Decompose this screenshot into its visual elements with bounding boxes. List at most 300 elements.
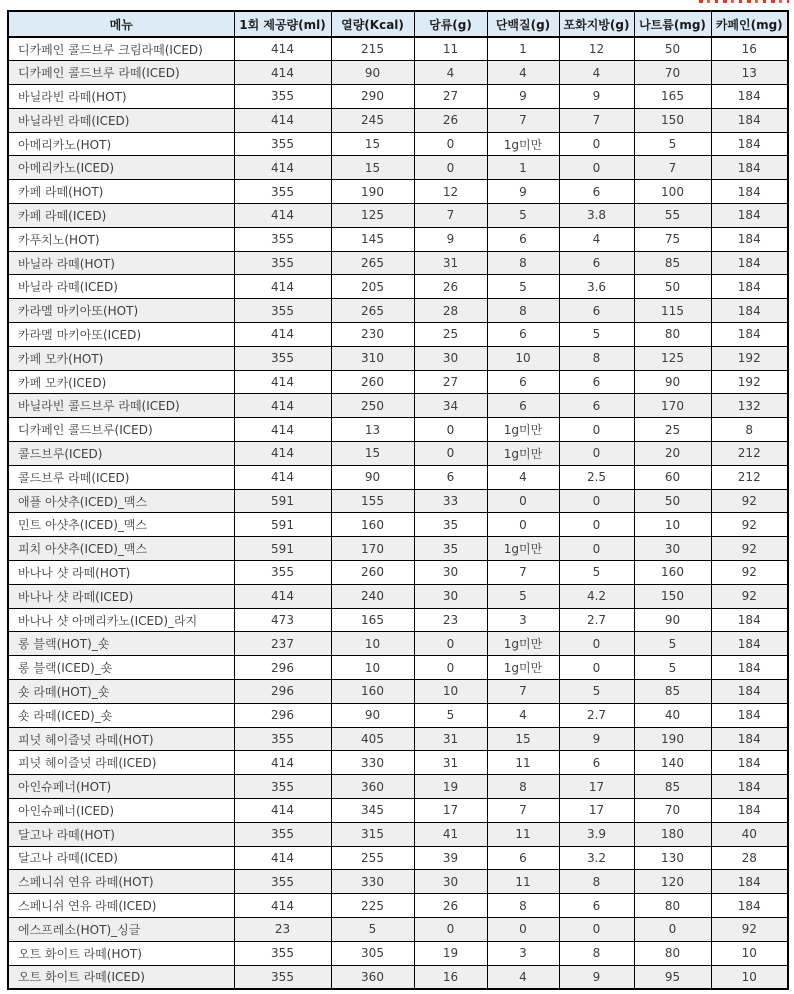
value-cell: 250 <box>331 394 414 418</box>
value-cell: 7 <box>487 108 559 132</box>
value-cell: 355 <box>234 180 331 204</box>
value-cell: 414 <box>234 275 331 299</box>
value-cell: 35 <box>414 513 487 537</box>
value-cell: 90 <box>634 370 711 394</box>
value-cell: 290 <box>331 85 414 109</box>
table-row <box>8 204 788 228</box>
table-row <box>8 37 788 61</box>
value-cell: 10 <box>634 513 711 537</box>
value-cell: 5 <box>634 656 711 680</box>
value-cell: 296 <box>234 703 331 727</box>
value-cell: 3.2 <box>559 846 634 870</box>
value-cell: 19 <box>414 941 487 965</box>
column-header: 단백질(g) <box>487 11 559 37</box>
value-cell: 30 <box>414 346 487 370</box>
value-cell: 6 <box>559 394 634 418</box>
value-cell: 50 <box>634 275 711 299</box>
value-cell: 0 <box>487 917 559 941</box>
value-cell: 414 <box>234 799 331 823</box>
value-cell: 360 <box>331 775 414 799</box>
value-cell: 355 <box>234 822 331 846</box>
value-cell: 115 <box>634 299 711 323</box>
table-row <box>8 751 788 775</box>
value-cell: 0 <box>559 917 634 941</box>
value-cell: 15 <box>487 727 559 751</box>
value-cell: 3 <box>487 608 559 632</box>
value-cell: 33 <box>414 489 487 513</box>
value-cell: 1g미만 <box>487 132 559 156</box>
value-cell: 2.5 <box>559 465 634 489</box>
value-cell: 150 <box>634 584 711 608</box>
value-cell: 5 <box>487 584 559 608</box>
value-cell: 8 <box>487 299 559 323</box>
value-cell: 17 <box>559 775 634 799</box>
value-cell: 0 <box>559 656 634 680</box>
value-cell: 160 <box>331 513 414 537</box>
table-row <box>8 370 788 394</box>
value-cell: 75 <box>634 227 711 251</box>
table-row <box>8 965 788 989</box>
value-cell: 85 <box>634 775 711 799</box>
value-cell: 184 <box>711 132 788 156</box>
value-cell: 7 <box>559 108 634 132</box>
value-cell: 7 <box>487 799 559 823</box>
value-cell: 184 <box>711 727 788 751</box>
value-cell: 184 <box>711 180 788 204</box>
value-cell: 0 <box>487 513 559 537</box>
menu-cell: 숏 라떼(HOT)_숏 <box>8 680 234 704</box>
menu-cell: 콜드브루 라떼(ICED) <box>8 465 234 489</box>
value-cell: 9 <box>559 85 634 109</box>
value-cell: 1 <box>487 156 559 180</box>
menu-cell: 피넛 헤이즐넛 라떼(ICED) <box>8 751 234 775</box>
value-cell: 591 <box>234 513 331 537</box>
value-cell: 4 <box>487 465 559 489</box>
menu-cell: 아메리카노(ICED) <box>8 156 234 180</box>
table-row <box>8 561 788 585</box>
value-cell: 414 <box>234 465 331 489</box>
column-header: 메뉴 <box>8 11 234 37</box>
value-cell: 11 <box>487 751 559 775</box>
value-cell: 10 <box>414 680 487 704</box>
menu-cell: 디카페인 콜드브루 라떼(ICED) <box>8 61 234 85</box>
menu-cell: 애플 아샷추(ICED)_맥스 <box>8 489 234 513</box>
value-cell: 6 <box>559 370 634 394</box>
value-cell: 10 <box>711 941 788 965</box>
menu-cell: 디카페인 콜드브루 크림라떼(ICED) <box>8 37 234 61</box>
value-cell: 0 <box>559 632 634 656</box>
value-cell: 0 <box>414 418 487 442</box>
value-cell: 6 <box>487 227 559 251</box>
menu-cell: 카페 라떼(ICED) <box>8 204 234 228</box>
menu-cell: 아인슈페너(HOT) <box>8 775 234 799</box>
value-cell: 2.7 <box>559 703 634 727</box>
value-cell: 414 <box>234 323 331 347</box>
menu-cell: 숏 라떼(ICED)_숏 <box>8 703 234 727</box>
value-cell: 184 <box>711 632 788 656</box>
value-cell: 70 <box>634 799 711 823</box>
table-row <box>8 870 788 894</box>
value-cell: 414 <box>234 37 331 61</box>
value-cell: 0 <box>559 132 634 156</box>
value-cell: 19 <box>414 775 487 799</box>
value-cell: 5 <box>414 703 487 727</box>
value-cell: 310 <box>331 346 414 370</box>
value-cell: 34 <box>414 394 487 418</box>
value-cell: 92 <box>711 917 788 941</box>
value-cell: 405 <box>331 727 414 751</box>
value-cell: 414 <box>234 894 331 918</box>
value-cell: 6 <box>559 751 634 775</box>
value-cell: 31 <box>414 251 487 275</box>
menu-cell: 아인슈페너(ICED) <box>8 799 234 823</box>
value-cell: 145 <box>331 227 414 251</box>
table-row <box>8 108 788 132</box>
value-cell: 360 <box>331 965 414 989</box>
value-cell: 0 <box>414 156 487 180</box>
value-cell: 30 <box>414 561 487 585</box>
value-cell: 80 <box>634 941 711 965</box>
value-cell: 0 <box>559 513 634 537</box>
value-cell: 296 <box>234 656 331 680</box>
value-cell: 40 <box>711 822 788 846</box>
value-cell: 7 <box>634 156 711 180</box>
value-cell: 90 <box>331 61 414 85</box>
value-cell: 0 <box>487 489 559 513</box>
value-cell: 132 <box>711 394 788 418</box>
value-cell: 190 <box>331 180 414 204</box>
value-cell: 414 <box>234 156 331 180</box>
table-row <box>8 394 788 418</box>
value-cell: 125 <box>331 204 414 228</box>
value-cell: 3.9 <box>559 822 634 846</box>
value-cell: 8 <box>487 775 559 799</box>
value-cell: 8 <box>559 941 634 965</box>
menu-cell: 롱 블랙(HOT)_숏 <box>8 632 234 656</box>
value-cell: 255 <box>331 846 414 870</box>
table-row <box>8 775 788 799</box>
value-cell: 240 <box>331 584 414 608</box>
value-cell: 0 <box>559 156 634 180</box>
table-row <box>8 632 788 656</box>
value-cell: 212 <box>711 442 788 466</box>
value-cell: 414 <box>234 61 331 85</box>
value-cell: 414 <box>234 584 331 608</box>
menu-cell: 바나나 샷 라떼(ICED) <box>8 584 234 608</box>
value-cell: 5 <box>559 680 634 704</box>
value-cell: 27 <box>414 85 487 109</box>
value-cell: 414 <box>234 394 331 418</box>
value-cell: 8 <box>711 418 788 442</box>
table-row <box>8 156 788 180</box>
value-cell: 0 <box>414 656 487 680</box>
menu-cell: 롱 블랙(ICED)_숏 <box>8 656 234 680</box>
menu-cell: 아메리카노(HOT) <box>8 132 234 156</box>
value-cell: 355 <box>234 561 331 585</box>
table-body <box>8 37 788 989</box>
value-cell: 355 <box>234 775 331 799</box>
value-cell: 6 <box>487 370 559 394</box>
value-cell: 15 <box>331 442 414 466</box>
value-cell: 184 <box>711 251 788 275</box>
value-cell: 12 <box>414 180 487 204</box>
value-cell: 60 <box>634 465 711 489</box>
value-cell: 9 <box>414 227 487 251</box>
value-cell: 50 <box>634 489 711 513</box>
menu-cell: 민트 아샷추(ICED)_맥스 <box>8 513 234 537</box>
value-cell: 355 <box>234 227 331 251</box>
value-cell: 8 <box>487 251 559 275</box>
value-cell: 39 <box>414 846 487 870</box>
table-row <box>8 442 788 466</box>
value-cell: 184 <box>711 703 788 727</box>
menu-cell: 콜드브루(ICED) <box>8 442 234 466</box>
table-row <box>8 537 788 561</box>
value-cell: 184 <box>711 108 788 132</box>
value-cell: 5 <box>331 917 414 941</box>
value-cell: 165 <box>331 608 414 632</box>
value-cell: 6 <box>559 299 634 323</box>
value-cell: 184 <box>711 799 788 823</box>
value-cell: 9 <box>559 727 634 751</box>
value-cell: 20 <box>634 442 711 466</box>
header-row <box>8 11 788 37</box>
value-cell: 92 <box>711 537 788 561</box>
value-cell: 165 <box>634 85 711 109</box>
value-cell: 7 <box>487 680 559 704</box>
value-cell: 237 <box>234 632 331 656</box>
value-cell: 25 <box>634 418 711 442</box>
menu-cell: 바나나 샷 라떼(HOT) <box>8 561 234 585</box>
value-cell: 6 <box>487 394 559 418</box>
table-row <box>8 132 788 156</box>
value-cell: 11 <box>487 822 559 846</box>
table-row <box>8 346 788 370</box>
value-cell: 130 <box>634 846 711 870</box>
value-cell: 1g미만 <box>487 656 559 680</box>
value-cell: 6 <box>559 180 634 204</box>
table-row <box>8 584 788 608</box>
value-cell: 9 <box>487 85 559 109</box>
value-cell: 8 <box>559 870 634 894</box>
value-cell: 0 <box>559 418 634 442</box>
table-row <box>8 180 788 204</box>
value-cell: 296 <box>234 680 331 704</box>
value-cell: 180 <box>634 822 711 846</box>
value-cell: 55 <box>634 204 711 228</box>
column-header: 열량(Kcal) <box>331 11 414 37</box>
value-cell: 92 <box>711 489 788 513</box>
table-row <box>8 656 788 680</box>
value-cell: 192 <box>711 370 788 394</box>
value-cell: 9 <box>559 965 634 989</box>
value-cell: 4 <box>414 61 487 85</box>
value-cell: 212 <box>711 465 788 489</box>
value-cell: 184 <box>711 275 788 299</box>
value-cell: 184 <box>711 680 788 704</box>
value-cell: 170 <box>634 394 711 418</box>
value-cell: 4 <box>487 965 559 989</box>
value-cell: 6 <box>487 323 559 347</box>
value-cell: 7 <box>414 204 487 228</box>
value-cell: 0 <box>414 632 487 656</box>
value-cell: 184 <box>711 204 788 228</box>
column-header: 나트륨(mg) <box>634 11 711 37</box>
value-cell: 80 <box>634 323 711 347</box>
table-row <box>8 323 788 347</box>
table-row <box>8 917 788 941</box>
value-cell: 5 <box>634 132 711 156</box>
table-row <box>8 680 788 704</box>
value-cell: 120 <box>634 870 711 894</box>
value-cell: 31 <box>414 727 487 751</box>
value-cell: 90 <box>634 608 711 632</box>
menu-cell: 달고나 라떼(HOT) <box>8 822 234 846</box>
value-cell: 25 <box>414 323 487 347</box>
value-cell: 9 <box>487 180 559 204</box>
value-cell: 5 <box>559 561 634 585</box>
menu-cell: 카페 라떼(HOT) <box>8 180 234 204</box>
value-cell: 265 <box>331 299 414 323</box>
column-header: 당류(g) <box>414 11 487 37</box>
value-cell: 5 <box>634 632 711 656</box>
value-cell: 184 <box>711 870 788 894</box>
value-cell: 41 <box>414 822 487 846</box>
table-row <box>8 418 788 442</box>
table-row <box>8 465 788 489</box>
value-cell: 0 <box>559 537 634 561</box>
value-cell: 184 <box>711 894 788 918</box>
value-cell: 10 <box>331 656 414 680</box>
value-cell: 184 <box>711 227 788 251</box>
value-cell: 205 <box>331 275 414 299</box>
value-cell: 26 <box>414 108 487 132</box>
menu-cell: 에스프레소(HOT)_싱글 <box>8 917 234 941</box>
menu-cell: 카푸치노(HOT) <box>8 227 234 251</box>
menu-cell: 피넛 헤이즐넛 라떼(HOT) <box>8 727 234 751</box>
menu-cell: 피치 아샷추(ICED)_맥스 <box>8 537 234 561</box>
menu-cell: 오트 화이트 라떼(HOT) <box>8 941 234 965</box>
value-cell: 4.2 <box>559 584 634 608</box>
value-cell: 92 <box>711 513 788 537</box>
table-row <box>8 489 788 513</box>
table-row <box>8 85 788 109</box>
value-cell: 125 <box>634 346 711 370</box>
value-cell: 13 <box>711 61 788 85</box>
value-cell: 265 <box>331 251 414 275</box>
value-cell: 26 <box>414 275 487 299</box>
menu-cell: 바닐라빈 라떼(HOT) <box>8 85 234 109</box>
value-cell: 7 <box>487 561 559 585</box>
value-cell: 31 <box>414 751 487 775</box>
value-cell: 10 <box>711 965 788 989</box>
value-cell: 17 <box>414 799 487 823</box>
value-cell: 0 <box>559 489 634 513</box>
value-cell: 184 <box>711 775 788 799</box>
table-row <box>8 894 788 918</box>
clipped-red-text-fragment <box>699 0 789 3</box>
value-cell: 92 <box>711 584 788 608</box>
value-cell: 245 <box>331 108 414 132</box>
value-cell: 414 <box>234 846 331 870</box>
table-row <box>8 227 788 251</box>
value-cell: 140 <box>634 751 711 775</box>
value-cell: 184 <box>711 299 788 323</box>
value-cell: 90 <box>331 465 414 489</box>
value-cell: 85 <box>634 680 711 704</box>
value-cell: 4 <box>559 61 634 85</box>
value-cell: 5 <box>559 323 634 347</box>
value-cell: 0 <box>414 442 487 466</box>
value-cell: 6 <box>559 251 634 275</box>
value-cell: 40 <box>634 703 711 727</box>
value-cell: 414 <box>234 108 331 132</box>
menu-cell: 바닐라 라떼(ICED) <box>8 275 234 299</box>
menu-cell: 달고나 라떼(ICED) <box>8 846 234 870</box>
value-cell: 8 <box>487 894 559 918</box>
menu-cell: 스페니쉬 연유 라떼(HOT) <box>8 870 234 894</box>
table-row <box>8 608 788 632</box>
value-cell: 591 <box>234 489 331 513</box>
value-cell: 215 <box>331 37 414 61</box>
value-cell: 184 <box>711 656 788 680</box>
value-cell: 6 <box>487 846 559 870</box>
menu-cell: 디카페인 콜드브루(ICED) <box>8 418 234 442</box>
value-cell: 355 <box>234 965 331 989</box>
value-cell: 355 <box>234 85 331 109</box>
value-cell: 12 <box>559 37 634 61</box>
value-cell: 160 <box>634 561 711 585</box>
value-cell: 0 <box>559 442 634 466</box>
menu-cell: 카라멜 마키아또(ICED) <box>8 323 234 347</box>
value-cell: 1g미만 <box>487 632 559 656</box>
value-cell: 17 <box>559 799 634 823</box>
value-cell: 28 <box>711 846 788 870</box>
menu-cell: 카페 모카(ICED) <box>8 370 234 394</box>
menu-cell: 카라멜 마키아또(HOT) <box>8 299 234 323</box>
value-cell: 28 <box>414 299 487 323</box>
column-header: 카페인(mg) <box>711 11 788 37</box>
value-cell: 260 <box>331 370 414 394</box>
table-row <box>8 513 788 537</box>
value-cell: 1 <box>487 37 559 61</box>
value-cell: 230 <box>331 323 414 347</box>
value-cell: 16 <box>414 965 487 989</box>
menu-cell: 카페 모카(HOT) <box>8 346 234 370</box>
value-cell: 330 <box>331 870 414 894</box>
value-cell: 8 <box>559 346 634 370</box>
value-cell: 184 <box>711 85 788 109</box>
column-header: 1회 제공량(ml) <box>234 11 331 37</box>
value-cell: 15 <box>331 156 414 180</box>
value-cell: 0 <box>414 917 487 941</box>
value-cell: 170 <box>331 537 414 561</box>
menu-cell: 스페니쉬 연유 라떼(ICED) <box>8 894 234 918</box>
value-cell: 355 <box>234 941 331 965</box>
value-cell: 260 <box>331 561 414 585</box>
table-row <box>8 299 788 323</box>
value-cell: 355 <box>234 727 331 751</box>
value-cell: 26 <box>414 894 487 918</box>
value-cell: 95 <box>634 965 711 989</box>
value-cell: 591 <box>234 537 331 561</box>
value-cell: 155 <box>331 489 414 513</box>
table-row <box>8 941 788 965</box>
column-header: 포화지방(g) <box>559 11 634 37</box>
value-cell: 184 <box>711 156 788 180</box>
value-cell: 225 <box>331 894 414 918</box>
menu-cell: 바닐라빈 콜드브루 라떼(ICED) <box>8 394 234 418</box>
